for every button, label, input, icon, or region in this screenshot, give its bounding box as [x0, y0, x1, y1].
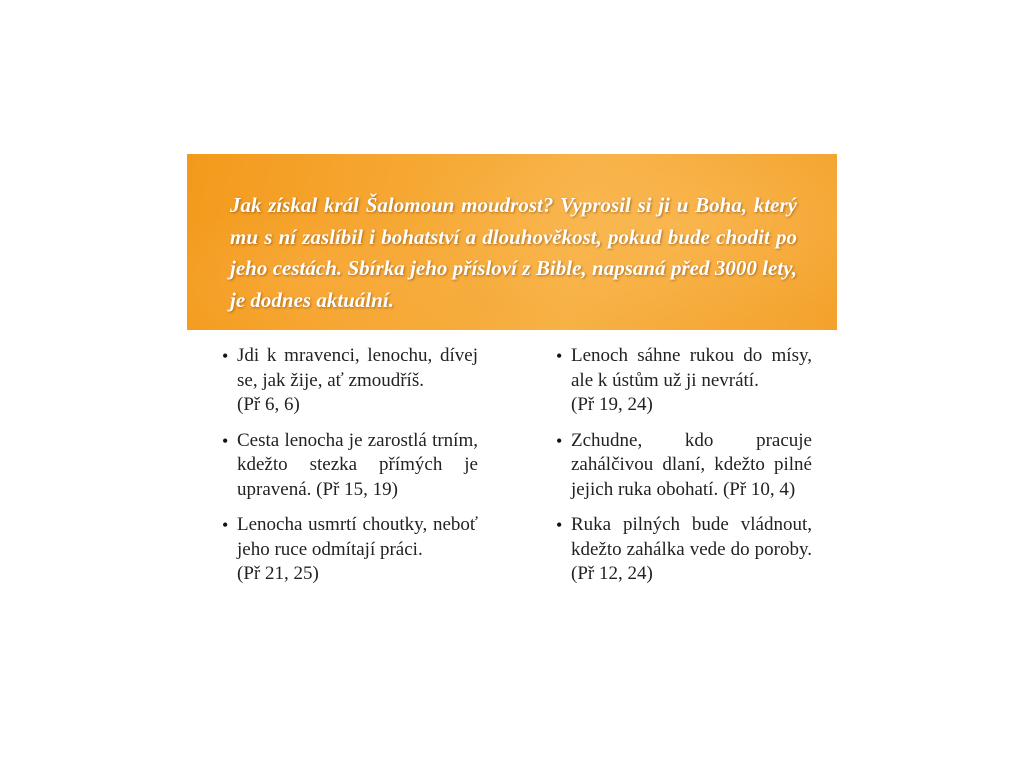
proverb-text: Cesta lenocha je zarostlá trním, kdežto stezka přímých je upravená. (Př 15, 19)	[237, 429, 478, 500]
bullet-icon: •	[556, 346, 563, 366]
bullet-icon: •	[556, 515, 563, 535]
bullet-icon: •	[556, 430, 563, 451]
proverbs-right-column	[556, 344, 812, 598]
proverb-item	[222, 513, 478, 587]
proverb-reference: (Př 6, 6)	[237, 394, 300, 415]
proverb-item	[556, 429, 812, 503]
proverb-text: Jdi k mravenci, lenochu, dívej se, jak žije, ať zmoudříš.	[237, 345, 478, 391]
intro-text: Jak získal král Šalomoun moudrost? Vyprosil si ji u Boha, který mu s ní zaslíbil i bohatství a dlouhověkost, pokud bude chodit po jeho cestách. Sbírka jeho přísloví z Bible, napsaná před 3000 lety, je dodnes aktuální.	[230, 193, 797, 312]
proverb-text: Lenoch sáhne rukou do mísy, ale k ústům už ji nevrátí.	[571, 345, 812, 391]
proverb-reference: (Př 21, 25)	[237, 563, 319, 584]
proverb-item	[556, 344, 812, 418]
intro-banner	[187, 154, 837, 330]
proverbs-left-column	[222, 344, 478, 598]
bullet-icon: •	[222, 515, 229, 535]
proverb-item	[222, 429, 478, 503]
bullet-icon: •	[222, 346, 229, 366]
proverb-text: Zchudne, kdo pracuje zahálčivou dlaní, kdežto pilné jejich ruka obohatí. (Př 10, 4)	[571, 429, 812, 500]
proverb-text: Lenocha usmrtí choutky, neboť jeho ruce odmítají práci.	[237, 514, 478, 560]
bullet-icon: •	[222, 430, 229, 451]
proverb-reference: (Př 19, 24)	[571, 394, 653, 415]
proverb-item	[222, 344, 478, 418]
proverb-item	[556, 513, 812, 587]
proverbs-columns	[222, 344, 812, 598]
proverb-text: Ruka pilných bude vládnout, kdežto zahálka vede do poroby. (Př 12, 24)	[571, 514, 812, 584]
